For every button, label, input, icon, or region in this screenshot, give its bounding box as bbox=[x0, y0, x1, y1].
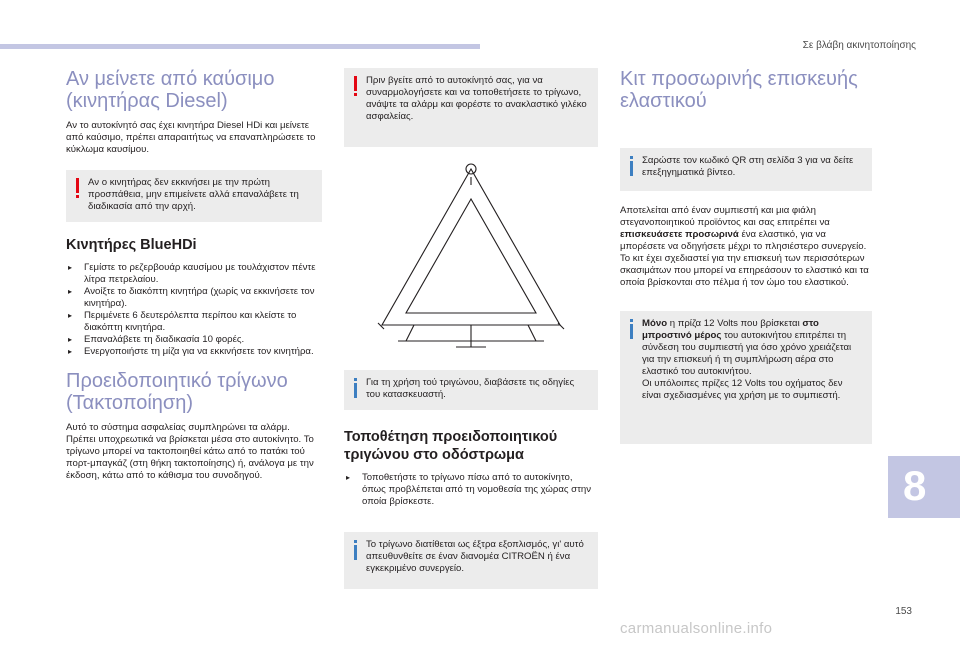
arrow-bullet-icon: ▸ bbox=[68, 335, 73, 344]
placement-title: Τοποθέτηση προειδοποιητικού τριγώνου στο οδόστρωμα bbox=[344, 429, 558, 463]
section-title-triangle: Προειδοποιητικό τρίγωνο (Τακτοποίηση) bbox=[66, 370, 288, 414]
chapter-number: 8 bbox=[903, 462, 927, 509]
info-text: Σαρώστε τον κωδικό QR στη σελίδα 3 για να δείτε επεξηγηματικά βίντεο. bbox=[642, 155, 854, 178]
warning-text: Πριν βγείτε από το αυτοκίνητό σας, για να συναρμολογήσετε και να τοποθετήσετε το τρίγωνο, ανάψτε τα αλάρμ και φορέστε το ανακλαστικό γιλέκο ασφαλείας. bbox=[366, 75, 587, 122]
bluehdi-title: Κινητήρες BlueHDi bbox=[66, 237, 197, 253]
repair-kit-description: Αποτελείται από έναν συμπιεστή και μια φιάλη στεγανοποιητικού προϊόντος και σας επιτρέπει να επισκευάσετε προσωρινά ένα ελαστικό, για να μπορέσετε να οδηγήσετε μέχρι το πλησιέστερο συνεργείο. bbox=[620, 205, 867, 252]
watermark: carmanualsonline.info bbox=[620, 620, 773, 637]
list-item: ▸ Περιμένετε 6 δευτερόλεπτα περίπου και κλείστε το διακόπτη κινητήρα. bbox=[68, 310, 297, 333]
info-icon bbox=[628, 319, 636, 341]
arrow-bullet-icon: ▸ bbox=[346, 473, 351, 482]
placement-steps bbox=[344, 472, 598, 508]
arrow-bullet-icon: ▸ bbox=[68, 311, 73, 320]
exclamation-icon bbox=[74, 178, 82, 200]
info-text: Το τρίγωνο διατίθεται ως έξτρα εξοπλισμός, γι' αυτό απευθυνθείτε σε έναν διανομέα CITROËN ή ένα εγκεκριμένο συνεργείο. bbox=[366, 539, 584, 574]
list-item: ▸ Τοποθετήστε το τρίγωνο πίσω από το αυτοκίνητο, όπως προβλέπεται από τη νομοθεσία της χώρας στην οποία βρίσκεστε. bbox=[346, 472, 592, 507]
page-number: 153 bbox=[895, 606, 912, 617]
column-right bbox=[620, 68, 872, 444]
info-icon bbox=[352, 378, 360, 400]
warning-box-hazard bbox=[344, 68, 598, 147]
bluehdi-steps bbox=[66, 262, 322, 358]
list-item: ▸ Επαναλάβετε τη διαδικασία 10 φορές. bbox=[68, 334, 245, 345]
list-item: ▸ Ενεργοποιήστε τη μίζα για να εκκινήσετε τον κινητήρα. bbox=[68, 346, 314, 357]
info-text: Για τη χρήση τού τριγώνου, διαβάσετε τις οδηγίες του κατασκευαστή. bbox=[366, 377, 575, 400]
section-title-fuel: Αν μείνετε από καύσιμο (κινητήρας Diesel) bbox=[66, 68, 275, 112]
top-accent-bar bbox=[0, 44, 480, 49]
repair-kit-usage: Το κιτ έχει σχεδιαστεί για την επισκευή των περισσότερων σκασιμάτων που μπορεί να επηρεάσουν το ελαστικό και τα οποία βρίσκονται στο πέλμα ή τον ώμο του ελαστικού. bbox=[620, 253, 869, 288]
warning-triangle-illustration bbox=[344, 155, 598, 370]
fuel-intro-text: Αν το αυτοκίνητό σας έχει κινητήρα Diesel HDi και μείνετε από καύσιμο, πρέπει απαραιτήτως να επαναπληρώσετε το κύκλωμα καυσίμου. bbox=[66, 120, 316, 155]
chapter-title: Σε βλάβη ακινητοποίησης bbox=[802, 40, 916, 51]
column-middle bbox=[344, 68, 598, 589]
list-item: ▸ Γεμίστε το ρεζερβουάρ καυσίμου με τουλάχιστον πέντε λίτρα πετρελαίου. bbox=[68, 262, 316, 285]
info-box-socket bbox=[620, 311, 872, 444]
arrow-bullet-icon: ▸ bbox=[68, 347, 73, 356]
info-box-manufacturer bbox=[344, 370, 598, 410]
triangle-drawing bbox=[344, 155, 598, 370]
arrow-bullet-icon: ▸ bbox=[68, 263, 73, 272]
exclamation-icon bbox=[352, 76, 360, 98]
info-icon bbox=[628, 156, 636, 178]
info-text: Μόνο η πρίζα 12 Volts που βρίσκεται στο μπροστινό μέρος του αυτοκινήτου επιτρέπει τη σύνδεση του συμπιεστή για όσο χρόνο χρειάζεται για την επισκευή ή τη συμπλήρωση αέρα στο ελαστικό του αυτοκινήτου. Οι υπόλοιπες πρίζες 12 Volts του οχήματος δεν είναι σχεδιασμένες για χρήση με το συμπιεστή. bbox=[642, 318, 852, 401]
info-icon bbox=[352, 540, 360, 562]
warning-box-restart bbox=[66, 170, 322, 222]
arrow-bullet-icon: ▸ bbox=[68, 287, 73, 296]
section-title-repair-kit: Κιτ προσωρινής επισκευής ελαστικού bbox=[620, 68, 858, 112]
info-box-optional bbox=[344, 532, 598, 589]
info-box-qr bbox=[620, 148, 872, 191]
warning-text: Αν ο κινητήρας δεν εκκινήσει με την πρώτη προσπάθεια, μην επιμείνετε αλλά επαναλάβετε τη διαδικασία από την αρχή. bbox=[88, 177, 299, 212]
triangle-storage-text: Αυτό το σύστημα ασφαλείας συμπληρώνει τα αλάρμ. Πρέπει υποχρεωτικά να βρίσκεται μέσα στο αυτοκίνητο. Το τρίγωνο μπορεί να τακτοποιηθεί κάτω από το πατάκι τού πορτ-μπαγκάζ (στη θήκη τακτοποίησης) ή, ανάλογα με την έκδοση, κάτω από το κάθισμα του συνοδηγού. bbox=[66, 422, 314, 481]
list-item: ▸ Ανοίξτε το διακόπτη κινητήρα (χωρίς να εκκινήσετε τον κινητήρα). bbox=[68, 286, 315, 309]
column-left bbox=[66, 68, 322, 482]
